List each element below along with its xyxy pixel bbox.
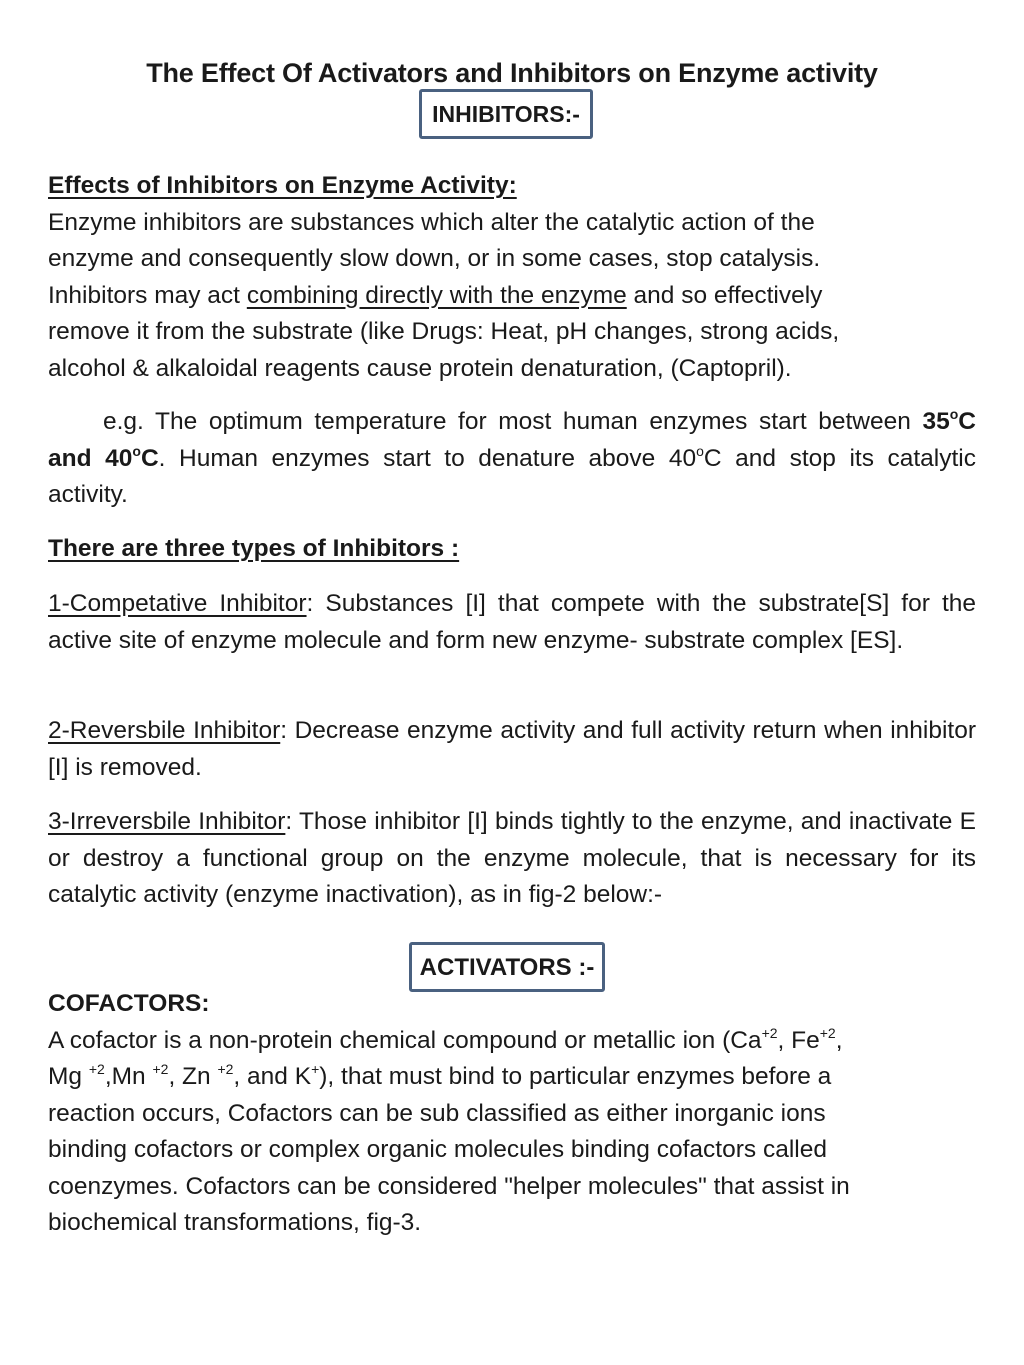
cofactors-line: biochemical transformations, fig-3. — [48, 1209, 422, 1236]
inhibitor-type-1 — [48, 586, 976, 659]
inhibitor-type-name: 1-Competative Inhibitor — [48, 590, 307, 617]
example-text: e.g. The optimum temperature for most human enzymes start between — [103, 408, 923, 435]
cofactors-line: Mg $^{+2}$,Mn $^{+2}$, Zn $^{+2}$, and K+), that must bind to particular enzymes before a — [48, 1061, 832, 1090]
cofactors-line: A cofactor is a non-protein chemical compound or metallic ion ($Ca^{+2}$, $Fe^{+2}$, — [48, 1024, 843, 1054]
example-text: . Human enzymes start to denature above 40 — [158, 444, 697, 472]
inhibitors-section-label: INHIBITORS:- — [419, 89, 593, 139]
effects-section — [48, 168, 976, 387]
effects-text: Inhibitors may act — [48, 281, 247, 309]
effects-line: enzyme and consequently slow down, or in some cases, stop catalysis. — [48, 245, 821, 272]
effects-text: and so effectively — [626, 281, 823, 309]
inhibitor-type-3 — [48, 804, 976, 914]
effects-line — [48, 278, 976, 315]
effects-line: Enzyme inhibitors are substances which alter the catalytic action of the — [48, 208, 815, 236]
effects-line: alcohol & alkaloidal reagents cause protein denaturation, (Captopril). — [48, 354, 792, 382]
inhibitor-type-2 — [48, 713, 976, 786]
cofactors-line: coenzymes. Cofactors can be considered "helper molecules" that assist in — [48, 1172, 850, 1200]
inhibitor-type-name: 3-Irreversbile Inhibitor — [48, 808, 286, 835]
underlined-phrase: combining directly with the enzyme — [246, 281, 627, 309]
example-text: and stop its catalytic activity. — [48, 444, 976, 508]
inhibitor-type-name: 2-Reversbile Inhibitor — [48, 717, 281, 744]
effects-line: remove it from the substrate (like Drugs: Heat, pH changes, strong acids, — [48, 318, 840, 345]
inhibitor-type-desc: : Decrease enzyme activity and full activity return when inhibitor [I] is removed. — [48, 717, 976, 781]
cofactors-section — [48, 986, 976, 1242]
temp-low: 35$^o$C and 40$^o$C — [48, 406, 976, 472]
activators-section-label: ACTIVATORS :- — [409, 942, 605, 992]
page-title: The Effect Of Activators and Inhibitors on Enzyme activity — [146, 58, 878, 88]
cofactors-heading: COFACTORS: — [48, 990, 210, 1017]
temperature-example: e.g. The optimum temperature for most human enzymes start between 35$^o$C and 40$^o$C. Human enzymes start to denature above 40$^o$C and stop its catalytic activity. — [48, 406, 976, 508]
inhibitor-type-desc: : Substances [I] that compete with the substrate[S] for the active site of enzyme molecule and form new enzyme- substrate complex [ES]. — [48, 590, 976, 654]
effects-heading: Effects of Inhibitors on Enzyme Activity: — [48, 172, 517, 199]
inhibitor-type-desc: : Those inhibitor [I] binds tightly to the enzyme, and inactivate E or destroy a functional group on the enzyme molecule, that is necessary for its catalytic activity (enzyme inactivation), as in fig-2 below:- — [48, 808, 976, 908]
cofactors-line: reaction occurs, Cofactors can be sub classified as either inorganic ions — [48, 1099, 826, 1127]
types-heading: There are three types of Inhibitors : — [48, 535, 460, 562]
cofactors-line: binding cofactors or complex organic molecules binding cofactors called — [48, 1136, 827, 1163]
